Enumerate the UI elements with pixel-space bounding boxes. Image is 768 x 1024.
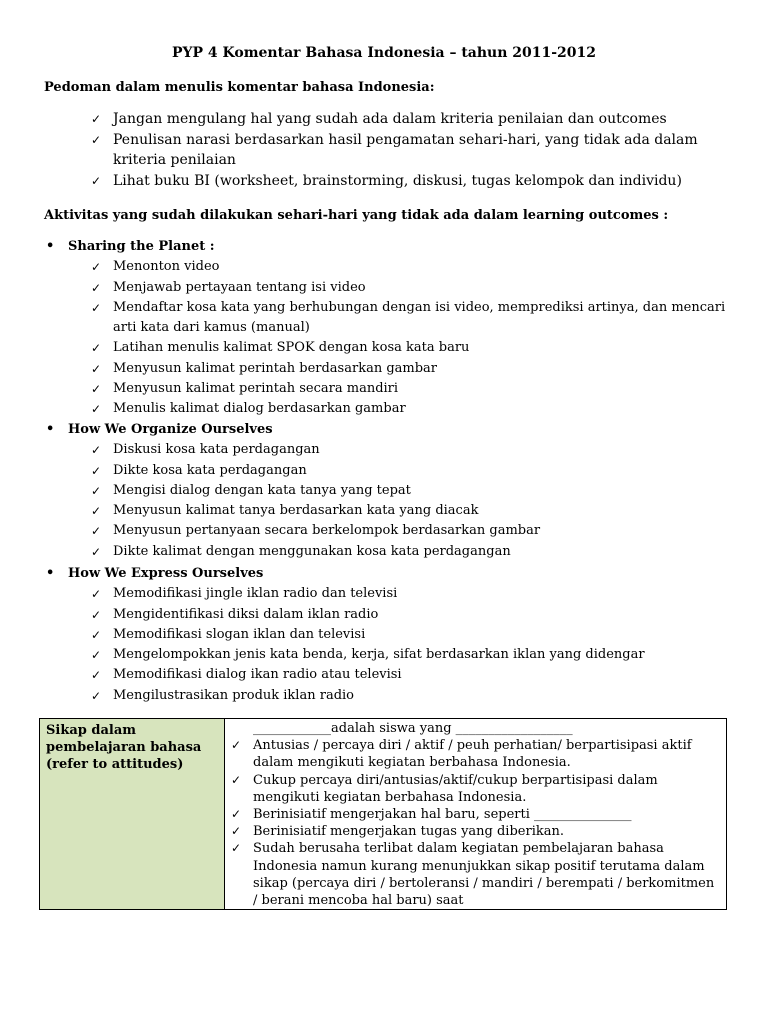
check-icon: ✓ bbox=[91, 688, 102, 703]
section-how-we-express-ourselves bbox=[46, 564, 746, 706]
check-icon: ✓ bbox=[231, 841, 242, 856]
bullet-icon: • bbox=[46, 422, 55, 437]
check-icon: ✓ bbox=[91, 112, 102, 126]
list-item: ✓ Mengisi dialog dengan kata tanya yang tepat bbox=[91, 481, 746, 501]
section-title: • How We Express Ourselves bbox=[46, 564, 746, 584]
list-item: ✓ Lihat buku BI (worksheet, brainstorming, diskusi, tugas kelompok dan individu) bbox=[91, 171, 731, 192]
list-item: ✓ Menyusun kalimat tanya berdasarkan kata yang diacak bbox=[91, 501, 746, 521]
check-icon: ✓ bbox=[91, 544, 102, 559]
check-icon: ✓ bbox=[231, 738, 242, 753]
list-item: ✓ Memodifikasi jingle iklan radio dan televisi bbox=[91, 584, 746, 604]
list-item: ✓ Berinisiatif mengerjakan tugas yang diberikan. bbox=[231, 824, 564, 840]
check-icon: ✓ bbox=[91, 382, 102, 397]
list-item: ✓ Antusias / percaya diri / aktif / peuh perhatian/ berpartisipasi aktif dalam mengikuti kegiatan berbahasa Indonesia. bbox=[231, 738, 692, 771]
section-title: • How We Organize Ourselves bbox=[46, 420, 746, 440]
activity-list bbox=[91, 440, 746, 562]
list-item: ✓ Menjawab pertayaan tentang isi video bbox=[91, 278, 746, 298]
list-item: ✓ Penulisan narasi berdasarkan hasil pengamatan sehari-hari, yang tidak ada dalam kriteria penilaian bbox=[91, 131, 698, 168]
check-icon: ✓ bbox=[91, 260, 102, 275]
check-icon: ✓ bbox=[91, 587, 102, 602]
section-title: • Sharing the Planet : bbox=[46, 237, 746, 257]
check-icon: ✓ bbox=[91, 300, 102, 315]
check-icon: ✓ bbox=[91, 483, 102, 498]
list-item: ✓ Cukup percaya diri/antusias/aktif/cukup berpartisipasi dalam mengikuti kegiatan berbahasa Indonesia. bbox=[231, 772, 658, 805]
check-icon: ✓ bbox=[91, 627, 102, 642]
list-item: ✓ Memodifikasi dialog ikan radio atau televisi bbox=[91, 665, 746, 685]
list-item: ✓ Diskusi kosa kata perdagangan bbox=[91, 440, 746, 460]
list-item: ✓ Latihan menulis kalimat SPOK dengan kosa kata baru bbox=[91, 338, 746, 358]
bullet-icon: • bbox=[46, 566, 55, 581]
list-item: ✓ Memodifikasi slogan iklan dan televisi bbox=[91, 625, 746, 645]
check-icon: ✓ bbox=[91, 648, 102, 663]
check-icon: ✓ bbox=[91, 524, 102, 539]
list-item: ✓ Dikte kosa kata perdagangan bbox=[91, 461, 746, 481]
section-how-we-organize-ourselves bbox=[46, 420, 746, 562]
check-icon: ✓ bbox=[91, 607, 102, 622]
check-icon: ✓ bbox=[91, 463, 102, 478]
attitudes-label-cell: Sikap dalam pembelajaran bahasa (refer to attitudes) bbox=[40, 719, 225, 910]
bullet-icon: • bbox=[46, 239, 55, 254]
check-icon: ✓ bbox=[91, 341, 102, 356]
check-icon: ✓ bbox=[91, 668, 102, 683]
attitudes-table bbox=[39, 718, 727, 910]
check-icon: ✓ bbox=[91, 132, 102, 147]
aktivitas-heading: Aktivitas yang sudah dilakukan sehari-hari yang tidak ada dalam learning outcomes : bbox=[44, 208, 669, 223]
list-item: ✓ Mengidentifikasi diksi dalam iklan radio bbox=[91, 605, 746, 625]
check-icon: ✓ bbox=[231, 824, 242, 839]
check-icon: ✓ bbox=[91, 504, 102, 519]
list-item: ✓ Dikte kalimat dengan menggunakan kosa kata perdagangan bbox=[91, 542, 746, 562]
table-row bbox=[40, 719, 727, 910]
list-item: ✓ Mengilustrasikan produk iklan radio bbox=[91, 686, 746, 706]
pedoman-list bbox=[91, 109, 731, 191]
section-sharing-the-planet bbox=[46, 237, 746, 420]
list-item: ✓ Menyusun kalimat perintah berdasarkan gambar bbox=[91, 359, 746, 379]
check-icon: ✓ bbox=[91, 173, 102, 188]
check-icon: ✓ bbox=[231, 807, 242, 822]
attitudes-list bbox=[231, 737, 720, 909]
list-item: ✓ Sudah berusaha terlibat dalam kegiatan pembelajaran bahasa Indonesia namun kurang menunjukkan sikap positif terutama dalam sikap (percaya diri / bertoleransi / mandiri / berempati / berkomitmen / berani mencoba hal baru) saat bbox=[231, 841, 715, 909]
list-item: ✓ Menulis kalimat dialog berdasarkan gambar bbox=[91, 399, 746, 419]
list-item: ✓ Menonton video bbox=[91, 257, 746, 277]
check-icon: ✓ bbox=[91, 402, 102, 417]
list-item: ✓ Menyusun kalimat perintah secara mandiri bbox=[91, 379, 746, 399]
activity-list bbox=[91, 257, 746, 419]
list-item: ✓ Berinisiatif mengerjakan hal baru, seperti _______________ bbox=[231, 807, 632, 823]
list-item: ✓ Jangan mengulang hal yang sudah ada dalam kriteria penilaian dan outcomes bbox=[91, 109, 731, 130]
list-item: ✓ Mendaftar kosa kata yang berhubungan dengan isi video, memprediksi artinya, dan mencari arti kata dari kamus (manual) bbox=[91, 299, 726, 336]
fill-in-line: ____________adalah siswa yang __________________ bbox=[253, 721, 573, 736]
check-icon: ✓ bbox=[91, 280, 102, 295]
check-icon: ✓ bbox=[91, 443, 102, 458]
check-icon: ✓ bbox=[231, 772, 242, 787]
list-item: ✓ Menyusun pertanyaan secara berkelompok berdasarkan gambar bbox=[91, 521, 746, 541]
list-item: ✓ Mengelompokkan jenis kata benda, kerja, sifat berdasarkan iklan yang didengar bbox=[91, 645, 746, 665]
document-title: PYP 4 Komentar Bahasa Indonesia – tahun 2011-2012 bbox=[171, 45, 597, 61]
pedoman-heading: Pedoman dalam menulis komentar bahasa Indonesia: bbox=[44, 80, 435, 95]
activity-list bbox=[91, 584, 746, 706]
check-icon: ✓ bbox=[91, 361, 102, 376]
attitudes-content-cell bbox=[225, 719, 727, 910]
